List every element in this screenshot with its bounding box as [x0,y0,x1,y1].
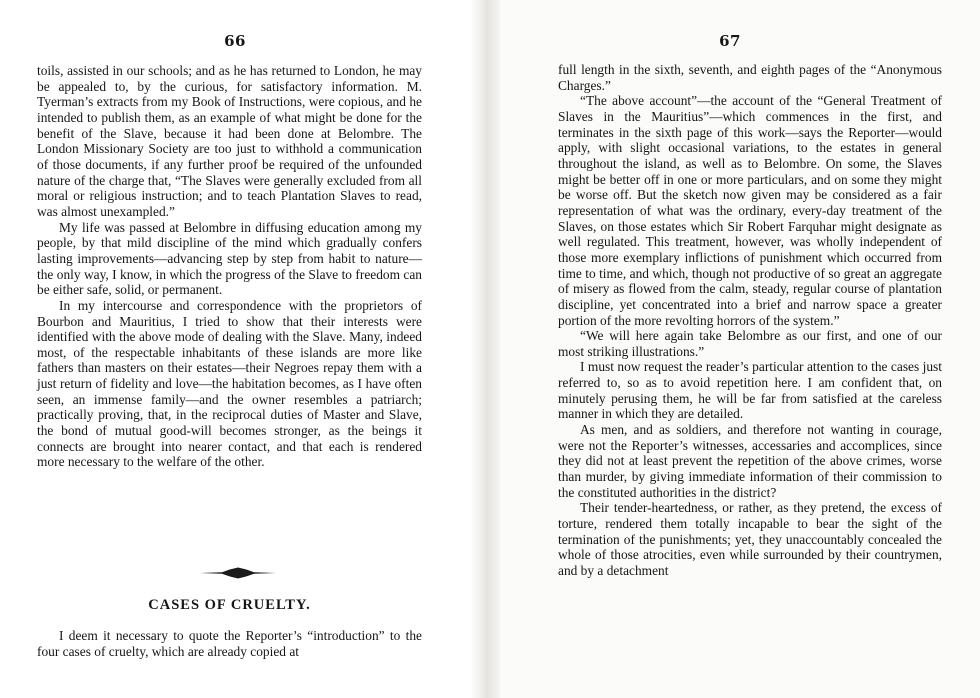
paragraph: Their tender-heartedness, or rather, as they pretend, the excess of torture, rendered them totally incapable to bear the sight of the termination of the punishments; yet, they unaccountably concealed the whole of those atrocities, even while surrounded by their countrymen, and by a detachment [558,500,942,578]
paragraph: full length in the sixth, seventh, and eighth pages of the “Anonymous Charges.” [558,62,942,93]
paragraph: My life was passed at Belombre in diffusing education among my people, by that mild discipline of the mind which gradually confers lasting improvements—advancing step by step from habit to nature—the only way, I know, in which the progress of the Slave to freedom can be either safe, solid, or permanent. [37,219,422,298]
page-number-left: 66 [224,32,246,50]
paragraph: toils, assisted in our schools; and as he has returned to London, he may be appealed to, by the curious, for satisfactory information. M. Tyerman’s extracts from my Book of Instructions, were copious, and he intended to publish them, as an example of what might be done for the benefit of the Slave, because it had been done at Belombre. The London Missionary Society are too just to withhold a communication of those documents, if any further proof be required of the unfounded nature of the charge that, “The Slaves were generally excluded from all moral or religious instruction; and to teach Plantation Slaves to read, was almost unexampled.” [37,63,422,219]
section-heading: CASES OF CRUELTY. [148,597,311,613]
paragraph: In my intercourse and correspondence with the proprietors of Bourbon and Mauritius, I tried to show that their interests were identified with the above mode of dealing with the Slave. Many, indeed most, of the respectable inhabitants of these islands are more like fathers than masters on their estates—their Negroes repay them with a just return of fidelity and love—the habitation becomes, as I have often seen, an immense family—and the owner resembles a patriarch; practically proving, that, in the reciprocal duties of Master and Slave, the bond of mutual good-will becomes stronger, as the beings it connects are brought into nearer contact, and that each is rendered more necessary to the welfare of the other. [37,297,422,470]
paragraph: As men, and as soldiers, and therefore not wanting in courage, were not the Reporter’s witnesses, accessaries and accomplices, since they did not at least prevent the repetition of the above crimes, worse than murder, by giving immediate information of their commission to the constituted authorities in the district? [558,422,942,500]
left-page [0,0,470,698]
page-number-right: 67 [719,32,741,50]
right-page-body [558,62,942,579]
paragraph: “The above account”—the account of the “General Treatment of Slaves in the Mauritius”—which commences in the first, and terminates in the sixth page of this work—says the Reporter—would apply, with slight occasional variations, to the estates in general throughout the island, as well as to Belombre. On some, the Slaves might be better off in one or more particulars, and on some they might be worse off. But the sketch now given may be considered as a fair representation of what was the ordinary, every-day treatment of the Slaves, on those estates which Sir Robert Farquhar might designate as well regulated. This treatment, however, was wholly independent of those more exemplary inflictions of punishment which occurred from time to time, and which, though not productive of so great an aggregate of misery as flowed from the calm, steady, regular course of plantation discipline, yet concentrated into a brief and narrow space a greater portion of the more revolting horrors of the system.” [558,93,942,328]
paragraph: I must now request the reader’s particular attention to the cases just referred to, so as to avoid repetition here. I am confident that, on minutely perusing them, he will be far from satisfied at the careless manner in which they are detailed. [558,359,942,422]
paragraph: I deem it necessary to quote the Reporter’s “introduction” to the four cases of cruelty, which are already copied at [37,628,422,659]
left-page-tail [37,628,422,659]
paragraph: “We will here again take Belombre as our first, and one of our most striking illustrations.” [558,328,942,359]
right-page [500,0,980,698]
book-gutter [470,0,500,698]
section-ornament [200,566,276,580]
left-page-body [37,63,422,470]
